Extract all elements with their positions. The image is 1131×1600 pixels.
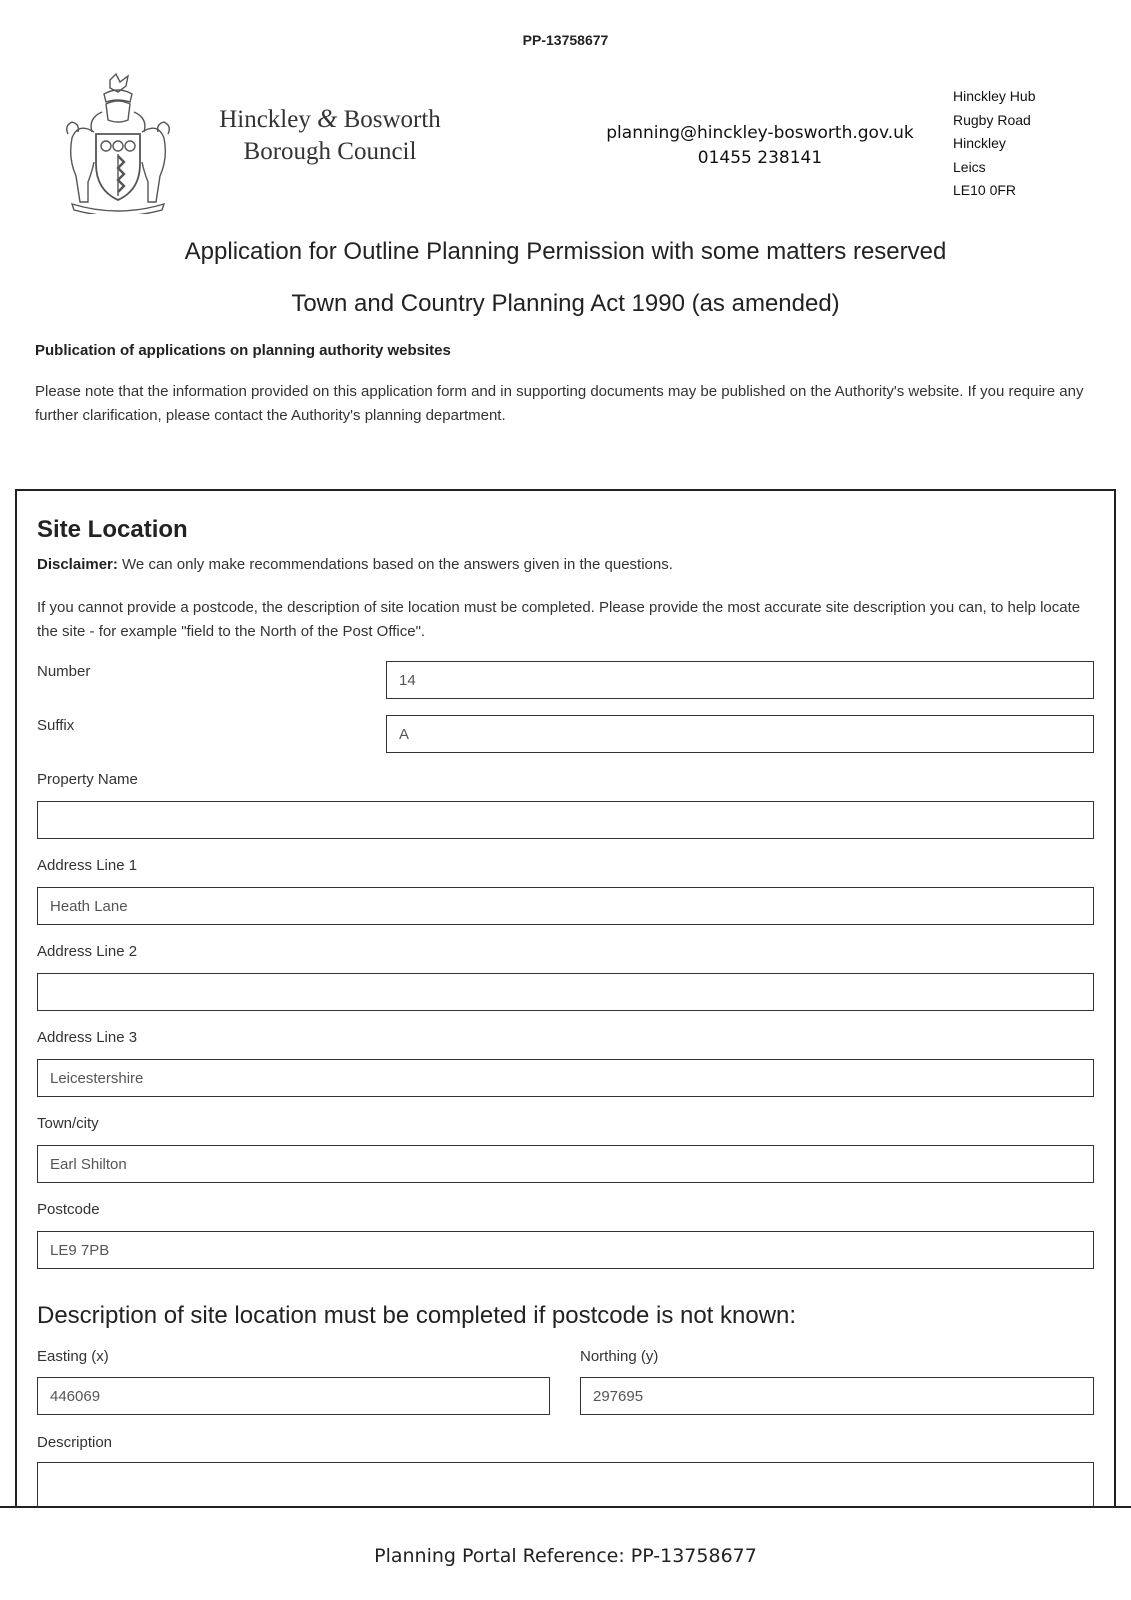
address-line-1-field[interactable]: Heath Lane bbox=[37, 887, 1094, 925]
council-crest-logo bbox=[58, 72, 178, 214]
contact-phone: 01455 238141 bbox=[697, 148, 823, 168]
form-title: Application for Outline Planning Permission with some matters reserved bbox=[184, 238, 947, 265]
address-line-2-label: Address Line 2 bbox=[37, 943, 138, 960]
northing-field[interactable]: 297695 bbox=[580, 1377, 1094, 1415]
address-line: LE10 0FR bbox=[953, 182, 1017, 198]
easting-field[interactable]: 446069 bbox=[37, 1377, 550, 1415]
address-line: Hinckley Hub bbox=[953, 88, 1036, 104]
postcode-field[interactable]: LE9 7PB bbox=[37, 1231, 1094, 1269]
property-name-label: Property Name bbox=[37, 771, 138, 788]
site-help-text: If you cannot provide a postcode, the description of site location must be completed. Please provide the most accurate site description you can, to help locate the site - for example "field to the North of the Post Office". bbox=[37, 599, 1081, 640]
suffix-label: Suffix bbox=[37, 717, 75, 734]
address-line-2-field[interactable] bbox=[37, 973, 1094, 1011]
site-location-panel bbox=[15, 489, 1116, 1600]
reference-number: PP-13758677 bbox=[522, 32, 609, 48]
disclaimer: Disclaimer: We can only make recommendations based on the answers given in the questions. bbox=[37, 556, 673, 573]
publication-text: Please note that the information provided on this application form and in supporting documents may be published on the Authority's website. If you require any further clarification, please contact the Authority's planning department. bbox=[35, 383, 1084, 424]
contact-details bbox=[600, 121, 920, 171]
description-heading: Description of site location must be completed if postcode is not known: bbox=[37, 1302, 797, 1329]
section-title: Site Location bbox=[37, 516, 188, 543]
address-line-3-field[interactable]: Leicestershire bbox=[37, 1059, 1094, 1097]
number-field[interactable]: 14 bbox=[386, 661, 1094, 699]
town-label: Town/city bbox=[37, 1115, 99, 1132]
description-label: Description bbox=[37, 1434, 113, 1451]
council-address bbox=[953, 85, 1035, 203]
property-name-field[interactable] bbox=[37, 801, 1094, 839]
number-label: Number bbox=[37, 663, 91, 680]
easting-label: Easting (x) bbox=[37, 1348, 109, 1365]
form-act: Town and Country Planning Act 1990 (as amended) bbox=[291, 290, 840, 317]
postcode-label: Postcode bbox=[37, 1201, 100, 1218]
northing-label: Northing (y) bbox=[580, 1348, 659, 1365]
council-name: Hinckley & Bosworth Borough Council bbox=[219, 104, 441, 165]
address-line: Rugby Road bbox=[953, 111, 1031, 128]
address-line-1-label: Address Line 1 bbox=[37, 857, 138, 874]
address-line-3-label: Address Line 3 bbox=[37, 1029, 138, 1046]
address-line: Leics bbox=[953, 158, 986, 175]
footer-divider bbox=[0, 1506, 1131, 1508]
contact-email: planning@hinckley-bosworth.gov.uk bbox=[606, 123, 914, 143]
town-field[interactable]: Earl Shilton bbox=[37, 1145, 1094, 1183]
footer-reference: Planning Portal Reference: PP-13758677 bbox=[374, 1545, 757, 1567]
publication-heading: Publication of applications on planning authority websites bbox=[35, 342, 451, 359]
suffix-field[interactable]: A bbox=[386, 715, 1094, 753]
address-line: Hinckley bbox=[953, 135, 1006, 151]
